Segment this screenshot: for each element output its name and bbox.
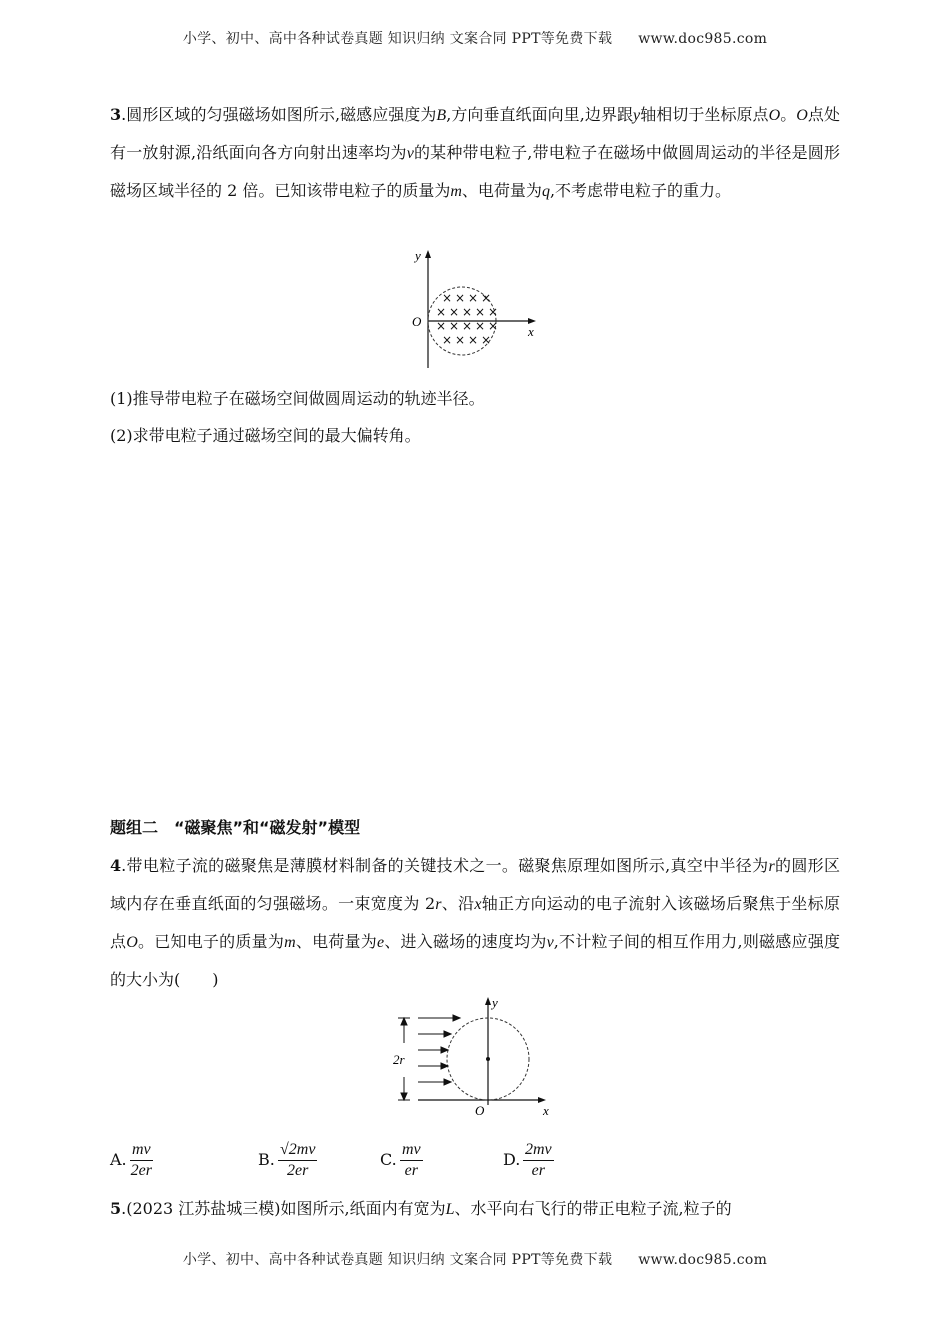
cross-mark: × bbox=[448, 305, 460, 319]
question-number: 3 bbox=[110, 105, 122, 124]
cross-mark: × bbox=[448, 319, 460, 333]
numerator: √2mv bbox=[278, 1140, 317, 1161]
cross-mark: × bbox=[487, 305, 499, 319]
question-number: 4 bbox=[110, 856, 122, 875]
cross-mark: × bbox=[461, 319, 473, 333]
cross-mark: × bbox=[474, 319, 486, 333]
cross-mark: × bbox=[435, 305, 447, 319]
origin-label: O bbox=[412, 314, 422, 329]
text: 。 bbox=[780, 105, 797, 124]
cross-marks bbox=[436, 291, 498, 347]
denominator: 2er bbox=[130, 1162, 152, 1179]
symbol: e bbox=[376, 934, 385, 951]
option-fraction bbox=[278, 1140, 317, 1181]
text: 、电荷量为 bbox=[295, 932, 377, 951]
question-3-sub-1: (1)推导带电粒子在磁场空间做圆周运动的轨迹半径。 bbox=[110, 389, 485, 408]
denominator: er bbox=[404, 1162, 418, 1179]
text: ,不考虑带电粒子的重力。 bbox=[549, 181, 732, 200]
symbol: B bbox=[436, 107, 447, 124]
text: ,不计粒子间的相互作用力,则磁感应强度的大小为( ) bbox=[110, 932, 840, 989]
cross-mark: × bbox=[435, 319, 447, 333]
denominator: 2er bbox=[287, 1162, 309, 1179]
option-fraction bbox=[400, 1140, 423, 1181]
symbol: y bbox=[633, 107, 641, 124]
x-axis-label: x bbox=[543, 1103, 549, 1118]
question-number: 5 bbox=[110, 1199, 122, 1218]
cross-mark: × bbox=[441, 291, 453, 305]
width-label: 2r bbox=[393, 1052, 405, 1067]
header-url: www.doc985.com bbox=[638, 31, 768, 47]
symbol: L bbox=[445, 1201, 455, 1218]
text: 。已知电子的质量为 bbox=[137, 932, 285, 951]
text: .(2023 江苏盐城三模)如图所示,纸面内有宽为 bbox=[121, 1199, 446, 1218]
y-arrow-icon bbox=[485, 997, 491, 1005]
footer-url: www.doc985.com bbox=[638, 1252, 768, 1268]
footer-text: 小学、初中、高中各种试卷真题 知识归纳 文案合同 PPT等免费下载 bbox=[182, 1252, 613, 1268]
cross-mark: × bbox=[480, 291, 492, 305]
y-arrow-icon bbox=[425, 250, 431, 258]
text: 、进入磁场的速度均为 bbox=[384, 932, 547, 951]
question-3-sub-2: (2)求带电粒子通过磁场空间的最大偏转角。 bbox=[110, 426, 421, 445]
cross-mark: × bbox=[454, 291, 466, 305]
symbol: O bbox=[126, 934, 138, 951]
page-footer bbox=[0, 1249, 950, 1269]
numerator: mv bbox=[130, 1140, 153, 1161]
cross-mark: × bbox=[441, 333, 453, 347]
cross-mark: × bbox=[474, 305, 486, 319]
question-5-stem bbox=[110, 1190, 840, 1228]
option-label: D. bbox=[503, 1150, 521, 1169]
figure-circular-field bbox=[408, 246, 544, 370]
numerator: 2mv bbox=[523, 1140, 554, 1161]
option-label: C. bbox=[380, 1150, 397, 1169]
symbol: q bbox=[541, 183, 550, 200]
text: 、水平向右飞行的带正电粒子流,粒子的 bbox=[454, 1199, 732, 1218]
cross-mark: × bbox=[461, 305, 473, 319]
y-axis-label: y bbox=[415, 248, 421, 263]
option-label: A. bbox=[110, 1150, 127, 1169]
page-header bbox=[0, 28, 950, 48]
text: 轴正方向运动的电子流射入该磁场后聚焦于坐标原点 bbox=[110, 894, 840, 951]
text: 的圆形区域内存在垂直纸面的匀强磁场。一束宽度为 2 bbox=[110, 856, 840, 913]
question-4-stem bbox=[110, 847, 840, 998]
symbol: m bbox=[450, 183, 462, 200]
symbol: x bbox=[474, 896, 482, 913]
origin-label: O bbox=[475, 1103, 485, 1118]
group-heading: 题组二 “磁聚焦”和“磁发射”模型 bbox=[110, 818, 361, 837]
cross-mark: × bbox=[467, 291, 479, 305]
text: 轴相切于坐标原点 bbox=[640, 105, 769, 124]
symbol: v bbox=[406, 145, 414, 162]
text: 的某种带电粒子,带电粒子在磁场中做圆周运动的半径是圆形磁场区域半径的 2 倍。已知该带电粒子的质量为 bbox=[110, 143, 840, 200]
numerator: mv bbox=[400, 1140, 423, 1161]
question-3-stem bbox=[110, 96, 840, 210]
option-fraction bbox=[130, 1140, 153, 1181]
denominator: er bbox=[531, 1162, 545, 1179]
text: 、沿 bbox=[441, 894, 475, 913]
symbol: r bbox=[435, 896, 442, 913]
text: 点处有一放射源,沿纸面向各方向射出速率均为 bbox=[110, 105, 840, 162]
cross-mark: × bbox=[480, 333, 492, 347]
y-axis-label: y bbox=[492, 995, 498, 1010]
symbol: m bbox=[284, 934, 296, 951]
text: ,方向垂直纸面向里,边界跟 bbox=[446, 105, 634, 124]
header-text: 小学、初中、高中各种试卷真题 知识归纳 文案合同 PPT等免费下载 bbox=[182, 31, 613, 47]
symbol: r bbox=[768, 858, 775, 875]
text: 、电荷量为 bbox=[461, 181, 542, 200]
figure-magnetic-focusing bbox=[388, 993, 560, 1119]
symbol: O bbox=[768, 107, 781, 124]
electron-beam bbox=[418, 1015, 460, 1085]
symbol: v bbox=[546, 934, 554, 951]
circle-center bbox=[486, 1057, 490, 1061]
cross-mark: × bbox=[487, 319, 499, 333]
option-label: B. bbox=[258, 1150, 275, 1169]
text: .带电粒子流的磁聚焦是薄膜材料制备的关键技术之一。磁聚焦原理如图所示,真空中半径为 bbox=[121, 856, 769, 875]
symbol: O bbox=[796, 107, 808, 124]
text: .圆形区域的匀强磁场如图所示,磁感应强度为 bbox=[121, 105, 437, 124]
cross-mark: × bbox=[467, 333, 479, 347]
cross-mark: × bbox=[454, 333, 466, 347]
option-fraction bbox=[523, 1140, 554, 1181]
x-axis-label: x bbox=[528, 324, 534, 339]
